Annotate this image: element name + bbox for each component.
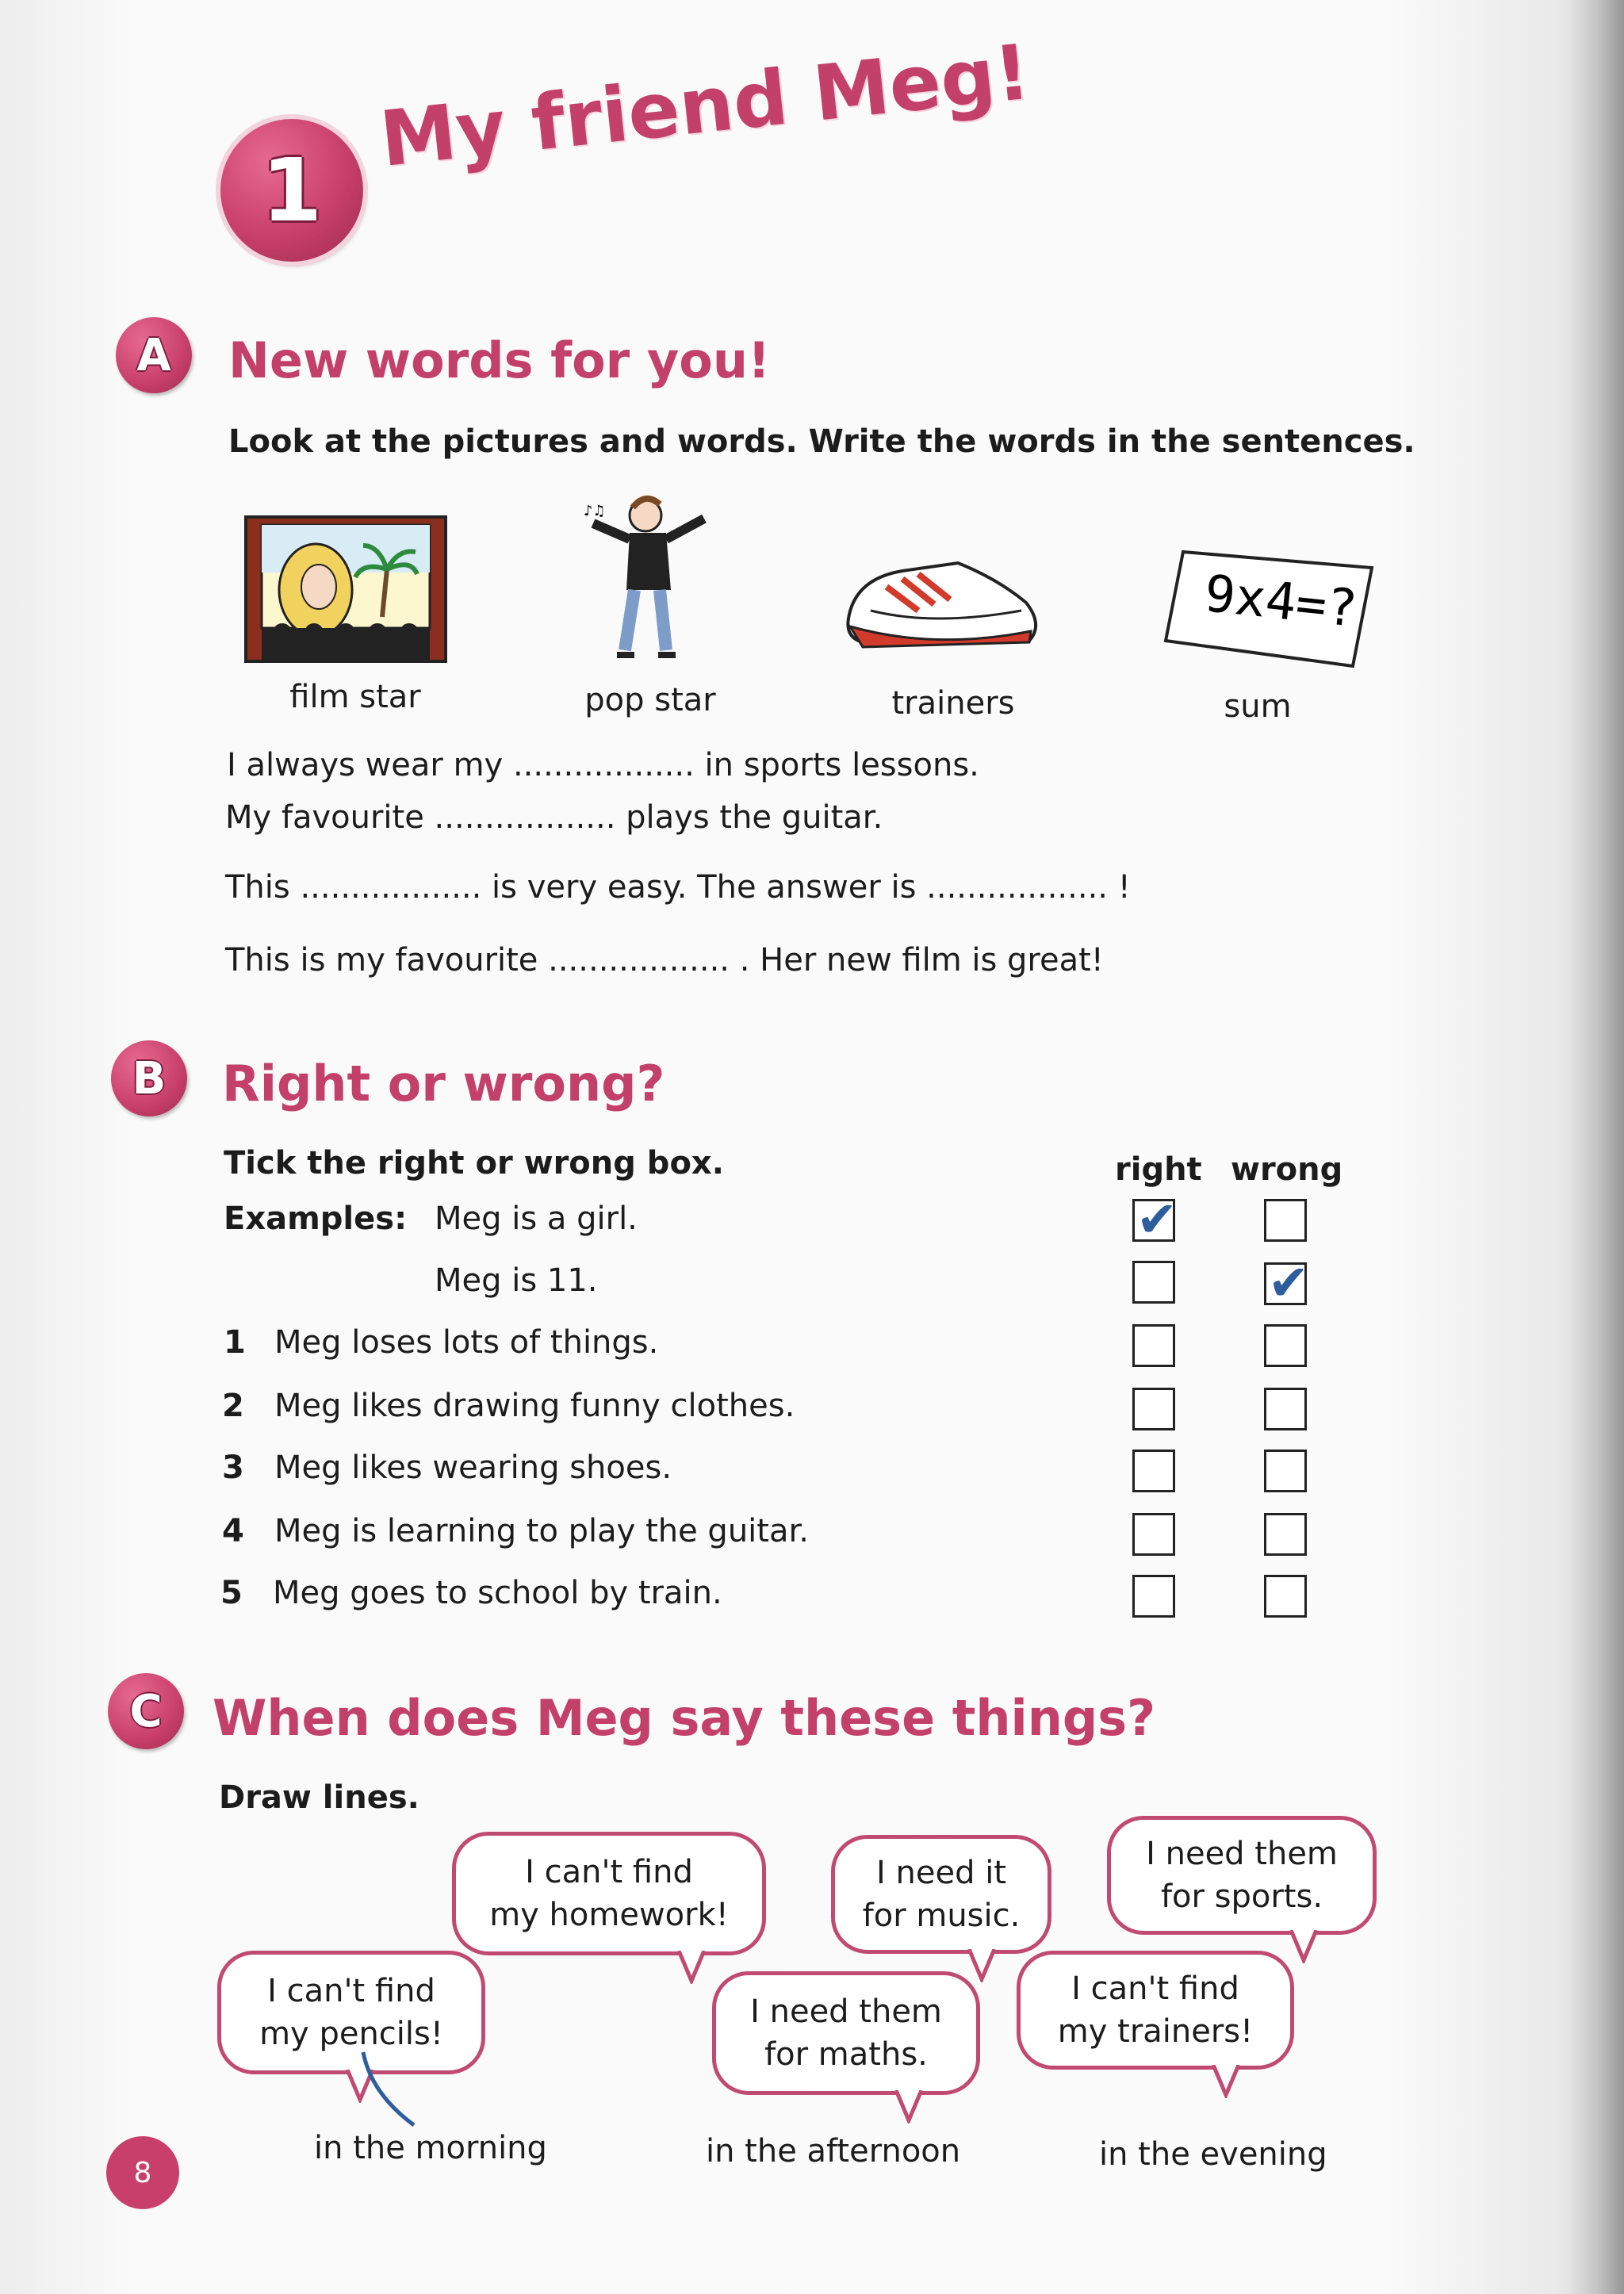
section-b-instruction: Tick the right or wrong box. xyxy=(224,1145,724,1181)
time-label-evening: in the evening xyxy=(1099,2136,1327,2173)
section-a-letter: A xyxy=(136,329,171,381)
item-3-wrong-checkbox[interactable] xyxy=(1264,1450,1307,1492)
speech-bubble-maths[interactable] xyxy=(712,1971,980,2095)
section-b-title: Right or wrong? xyxy=(222,1055,665,1113)
picture-label-sum: sum xyxy=(1224,688,1292,725)
item-4-wrong-checkbox[interactable] xyxy=(1264,1513,1307,1556)
tick-icon: ✔ xyxy=(1136,1190,1178,1248)
speech-bubble-homework[interactable] xyxy=(452,1832,766,1955)
item-1-right-checkbox[interactable] xyxy=(1132,1324,1175,1367)
speech-bubble-text: I need it for music. xyxy=(862,1855,1021,1934)
item-3-number: 3 xyxy=(222,1450,244,1486)
time-label-afternoon: in the afternoon xyxy=(706,2133,961,2170)
item-1-wrong-checkbox[interactable] xyxy=(1264,1324,1307,1367)
sum-text: 9x4=? xyxy=(1201,565,1360,639)
picture-label-film-star: film star xyxy=(289,679,421,715)
speech-bubble-tail xyxy=(1212,2065,1240,2098)
section-c-title: When does Meg say these things? xyxy=(213,1689,1156,1747)
film-star-picture xyxy=(243,514,449,664)
sentence-2: My favourite .................. plays the guitar. xyxy=(225,799,883,836)
item-2-wrong-checkbox[interactable] xyxy=(1264,1388,1307,1430)
examples-label: Examples: xyxy=(224,1201,408,1237)
speech-bubble-text: I need them for maths. xyxy=(750,1993,942,2073)
item-5-number: 5 xyxy=(220,1575,243,1611)
example-1-text: Meg is a girl. xyxy=(435,1201,638,1237)
item-1-number: 1 xyxy=(224,1324,246,1361)
item-5-right-checkbox[interactable] xyxy=(1132,1575,1175,1618)
section-a-title: New words for you! xyxy=(228,331,771,389)
time-label-morning: in the morning xyxy=(314,2130,547,2166)
example-1-right-checkbox[interactable] xyxy=(1132,1190,1178,1248)
drawn-answer-line xyxy=(355,2046,427,2133)
example-2-right-checkbox[interactable] xyxy=(1132,1261,1175,1304)
section-a-instruction: Look at the pictures and words. Write the words in the sentences. xyxy=(228,423,1415,460)
speech-bubble-sports[interactable] xyxy=(1107,1816,1377,1935)
sum-picture xyxy=(1162,544,1377,671)
sentence-4: This is my favourite .................. . Her new film is great! xyxy=(225,942,1104,978)
item-3-text: Meg likes wearing shoes. xyxy=(274,1450,672,1486)
section-c-badge xyxy=(108,1673,184,1749)
page-number: 8 xyxy=(106,2136,179,2209)
item-2-number: 2 xyxy=(222,1388,244,1424)
example-2-text: Meg is 11. xyxy=(435,1262,598,1299)
speech-bubble-tail xyxy=(894,2090,923,2124)
unit-number: 1 xyxy=(261,140,323,241)
speech-bubble-trainers[interactable] xyxy=(1017,1951,1294,2070)
section-b-letter: B xyxy=(132,1052,167,1105)
item-5-text: Meg goes to school by train. xyxy=(273,1575,722,1611)
speech-bubble-tail xyxy=(967,1949,996,1982)
unit-number-badge xyxy=(220,119,363,262)
picture-label-trainers: trainers xyxy=(891,685,1015,722)
item-4-right-checkbox[interactable] xyxy=(1132,1513,1175,1556)
section-a-badge xyxy=(116,317,192,393)
example-1-wrong-checkbox[interactable] xyxy=(1264,1199,1307,1242)
page-spine-shadow xyxy=(1568,0,1624,2294)
section-c-letter: C xyxy=(129,1685,163,1737)
section-c-instruction: Draw lines. xyxy=(219,1779,419,1816)
svg-text:♪♫: ♪♫ xyxy=(584,503,606,519)
speech-bubble-text: I can't find my trainers! xyxy=(1057,1970,1254,2050)
item-2-text: Meg likes drawing funny clothes. xyxy=(274,1388,795,1424)
speech-bubble-tail xyxy=(677,1951,706,1984)
speech-bubble-text: I can't find my pencils! xyxy=(259,1973,443,2052)
speech-bubble-tail xyxy=(1289,1930,1318,1963)
speech-bubble-music[interactable] xyxy=(831,1835,1051,1954)
section-b-badge xyxy=(111,1040,187,1116)
item-3-right-checkbox[interactable] xyxy=(1132,1450,1175,1492)
item-4-number: 4 xyxy=(222,1513,244,1549)
speech-bubble-text: I can't find my homework! xyxy=(489,1854,729,1933)
sentence-1: I always wear my .................. in sports lessons. xyxy=(227,747,979,783)
item-5-wrong-checkbox[interactable] xyxy=(1264,1575,1307,1618)
tick-icon: ✔ xyxy=(1268,1254,1309,1312)
speech-bubble-text: I need them for sports. xyxy=(1146,1836,1338,1915)
column-header-wrong: wrong xyxy=(1231,1151,1343,1188)
pop-star-picture xyxy=(577,492,720,666)
example-2-wrong-checkbox[interactable] xyxy=(1264,1254,1309,1312)
picture-label-pop-star: pop star xyxy=(584,682,716,718)
item-4-text: Meg is learning to play the guitar. xyxy=(274,1513,809,1549)
sentence-3: This .................. is very easy. The answer is .................. ! xyxy=(225,869,1131,906)
unit-title-text: My friend Meg! xyxy=(376,27,1034,185)
item-2-right-checkbox[interactable] xyxy=(1132,1388,1175,1430)
trainers-picture xyxy=(839,531,1053,666)
column-header-right: right xyxy=(1115,1151,1202,1188)
item-1-text: Meg loses lots of things. xyxy=(274,1324,659,1361)
speech-bubble-pencils[interactable] xyxy=(217,1951,485,2074)
